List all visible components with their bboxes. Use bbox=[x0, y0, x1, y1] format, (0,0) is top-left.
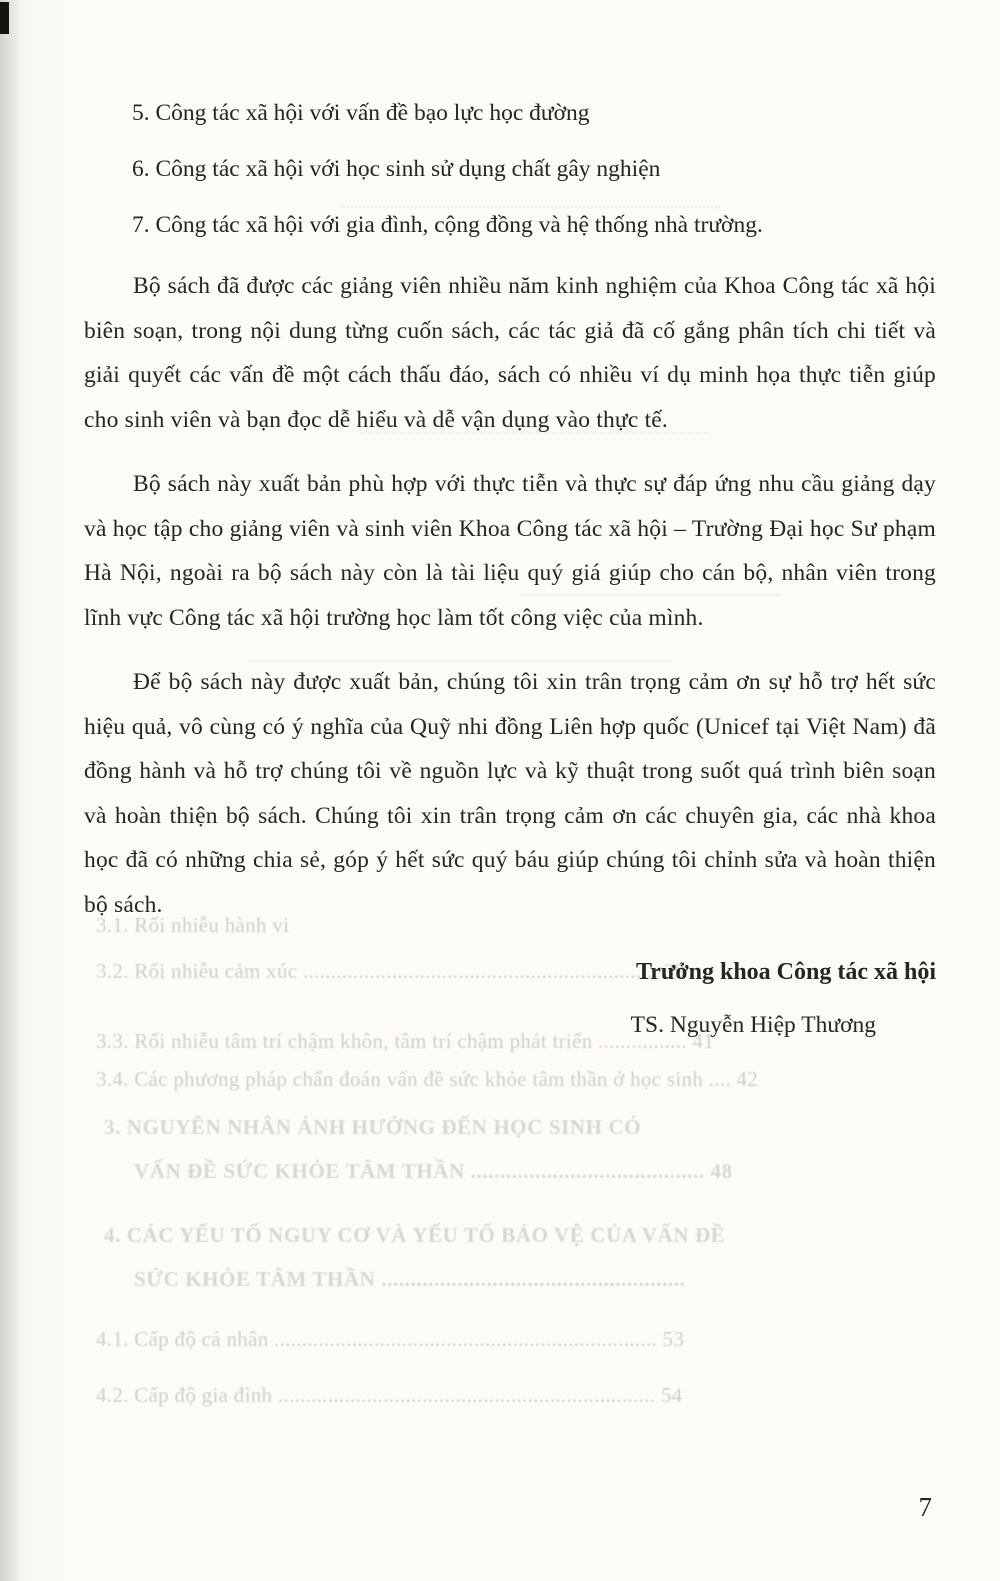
signature-block bbox=[84, 955, 936, 1041]
bleedthrough-line: VẤN ĐỀ SỨC KHỎE TÂM THẦN ........................................ 48 bbox=[134, 1159, 733, 1183]
paragraph: Bộ sách này xuất bản phù hợp với thực tiễn và thực sự đáp ứng nhu cầu giảng dạy và học tập cho giảng viên và sinh viên Khoa Công tác xã hội – Trường Đại học Sư phạm Hà Nội, ngoài ra bộ sách này còn là tài liệu quý giá giúp cho cán bộ, nhân viên trong lĩnh vực Công tác xã hội trường học làm tốt công việc của mình. bbox=[84, 471, 936, 631]
bleedthrough-line: 3.2. Rối nhiễu cảm xúc ................................................................ 39 bbox=[96, 959, 686, 983]
list-item: 6. Công tác xã hội với học sinh sử dụng chất gây nghiện bbox=[132, 156, 661, 182]
bleedthrough-line: 4.1. Cấp độ cá nhân ..................................................................... 53 bbox=[96, 1327, 685, 1351]
bleedthrough-line: 3.1. Rối nhiễu hành vi bbox=[96, 913, 290, 937]
bleedthrough-line: 4. CÁC YẾU TỐ NGUY CƠ VÀ YẾU TỐ BẢO VỆ CỦA VẤN ĐỀ bbox=[104, 1223, 726, 1247]
bleedthrough-line: 4.2. Cấp độ gia đình .................................................................... 54 bbox=[96, 1383, 683, 1407]
scan-corner-mark bbox=[0, 2, 9, 34]
bleedthrough-line: 3.3. Rối nhiễu tâm trí chậm khôn, tâm trí chậm phát triển ................ 41 bbox=[96, 1029, 714, 1053]
page-number: 7 bbox=[918, 1492, 932, 1522]
bleedthrough-line: 3.4. Các phương pháp chẩn đoán vấn đề sức khỏe tâm thần ở học sinh .... 42 bbox=[96, 1067, 759, 1091]
signature-name: TS. Nguyễn Hiệp Thương bbox=[630, 1012, 876, 1038]
list-item: 7. Công tác xã hội với gia đình, cộng đồng và hệ thống nhà trường. bbox=[132, 212, 763, 238]
paragraph: Để bộ sách này được xuất bản, chúng tôi xin trân trọng cảm ơn sự hỗ trợ hết sức hiệu quả, vô cùng có ý nghĩa của Quỹ nhi đồng Liên hợp quốc (Unicef tại Việt Nam) đã đồng hành và hỗ trợ chúng tôi về nguồn lực và kỹ thuật trong suốt quá trình biên soạn và hoàn thiện bộ sách. Chúng tôi xin trân trọng cảm ơn các chuyên gia, các nhà khoa học đã có những chia sẻ, góp ý hết sức quý báu giúp chúng tôi chỉnh sửa và hoàn thiện bộ sách. bbox=[84, 669, 936, 918]
list-item: 5. Công tác xã hội với vấn đề bạo lực học đường bbox=[132, 100, 590, 126]
paragraph: Bộ sách đã được các giảng viên nhiều năm kinh nghiệm của Khoa Công tác xã hội biên soạn, trong nội dung từng cuốn sách, các tác giả đã cố gắng phân tích chi tiết và giải quyết các vấn đề một cách thấu đáo, sách có nhiều ví dụ minh họa thực tiễn giúp cho sinh viên và bạn đọc dễ hiểu và dễ vận dụng vào thực tế. bbox=[84, 273, 936, 433]
bleedthrough-line: 3. NGUYÊN NHÂN ẢNH HƯỞNG ĐẾN HỌC SINH CÓ bbox=[104, 1115, 642, 1139]
signature-title: Trưởng khoa Công tác xã hội bbox=[636, 959, 936, 985]
bleedthrough-line: SỨC KHỎE TÂM THẦN .................................................... bbox=[134, 1267, 686, 1291]
